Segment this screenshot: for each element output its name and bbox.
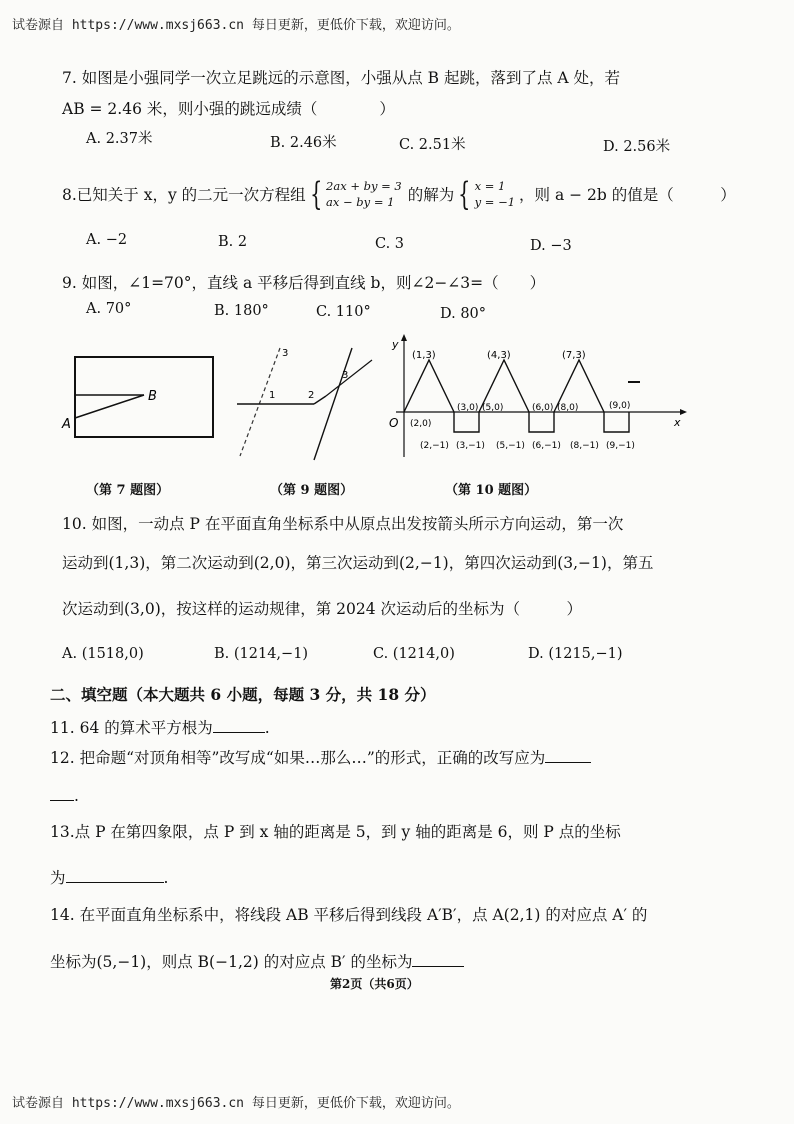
q8-option-d: D. −3 (530, 238, 572, 254)
figure-9-caption: （第 9 题图） (270, 483, 354, 498)
q7-option-d: D. 2.56米 (603, 139, 671, 155)
q12-line2-wrap (50, 786, 79, 805)
axis-point-5: (8,0) (557, 403, 579, 413)
q14-answer-blank[interactable] (412, 952, 464, 967)
bottom-point-3: (5,−1) (496, 441, 525, 451)
figure-9 (232, 338, 382, 463)
q8-mid: 的解为 (407, 186, 455, 204)
q11-text: 11. 64 的算术平方根为 (50, 719, 213, 737)
q11-end: . (264, 719, 270, 737)
bottom-point-4: (6,−1) (532, 441, 561, 451)
point-a-label: A (62, 417, 71, 432)
q8-eq1: 2ax + by = 3 (326, 179, 402, 193)
q10-line2: 运动到(1,3)，第二次运动到(2,0)，第三次运动到(2,−1)，第四次运动到(3,−1)，第五 (62, 554, 654, 572)
figure-7-caption: （第 7 题图） (86, 483, 170, 498)
q10-option-a: A. (1518,0) (62, 646, 144, 662)
label-angle-1: 1 (269, 390, 276, 401)
figure-10 (384, 332, 690, 467)
q8-prefix: 8.已知关于 x，y 的二元一次方程组 (62, 186, 306, 204)
axis-point-3: (5,0) (482, 403, 504, 413)
brace-glyph: { (458, 175, 471, 213)
line-b (314, 348, 352, 460)
top-point-2: (4,3) (487, 350, 511, 361)
q8-sol1: x = 1 (474, 179, 506, 193)
q8-equation-system (326, 178, 402, 210)
point-b-label: B (148, 389, 157, 404)
source-header: 试卷源自 https://www.mxsj663.cn 每日更新，更低价下载，欢迎访问。 (12, 18, 460, 33)
q9-option-b: B. 180° (214, 303, 269, 319)
axis-point-6: (9,0) (609, 401, 631, 411)
label-angle-2: 2 (308, 390, 315, 401)
q10-option-d: D. (1215,−1) (528, 646, 623, 662)
motion-path (404, 360, 629, 432)
q7-line2: AB = 2.46 米，则小强的跳远成绩（ ） (62, 100, 395, 118)
q9-line1: 9. 如图，∠1=70°，直线 a 平移后得到直线 b，则∠2−∠3=（ ） (62, 274, 546, 292)
q10-option-b: B. (1214,−1) (214, 646, 309, 662)
transversal (326, 360, 372, 396)
brace-glyph: { (309, 175, 322, 213)
q12-answer-blank-1[interactable] (545, 748, 591, 763)
q8-suffix: ，则 a − 2b 的值是（ ） (519, 186, 736, 204)
q8-sol2: y = −1 (474, 195, 516, 209)
q12-end: . (74, 787, 79, 805)
q13-line2: 为 (50, 869, 66, 887)
top-point-1: (1,3) (412, 350, 436, 361)
top-point-3: (7,3) (562, 350, 586, 361)
q9-option-d: D. 80° (440, 306, 487, 322)
axis-point-4: (6,0) (532, 403, 554, 413)
q13-end: . (163, 869, 169, 887)
x-arrow-icon (680, 409, 687, 415)
q7-option-b: B. 2.46米 (270, 135, 337, 151)
axis-point-1: (2,0) (410, 419, 432, 429)
q11-line (50, 716, 270, 738)
q10-line3: 次运动到(3,0)，按这样的运动规律，第 2024 次运动后的坐标为（ ） (62, 600, 583, 618)
bottom-point-6: (9,−1) (606, 441, 635, 451)
q8-option-a: A. −2 (86, 232, 128, 248)
line-a-dashed (240, 348, 280, 456)
bottom-point-5: (8,−1) (570, 441, 599, 451)
y-arrow-icon (401, 334, 407, 341)
q14-line2-wrap (50, 950, 464, 972)
q12-line1-wrap (50, 746, 591, 768)
q11-answer-blank[interactable] (213, 718, 265, 733)
q8-line (62, 170, 736, 218)
q13-answer-blank[interactable] (66, 868, 164, 883)
section-2-title: 二、填空题（本大题共 6 小题，每题 3 分，共 18 分） (50, 685, 436, 704)
origin-label: O (389, 416, 399, 430)
x-axis-label: x (674, 416, 681, 429)
q8-option-c: C. 3 (375, 236, 405, 252)
q13-line1: 13.点 P 在第四象限，点 P 到 x 轴的距离是 5，到 y 轴的距离是 6，则 P 点的坐标 (50, 823, 621, 841)
axis-point-2: (3,0) (457, 403, 479, 413)
q7-option-c: C. 2.51米 (399, 137, 466, 153)
bend-segment (314, 396, 326, 404)
q8-option-b: B. 2 (218, 234, 248, 250)
q7-line1: 7. 如图是小强同学一次立足跳远的示意图，小强从点 B 起跳，落到了点 A 处，若 (62, 69, 621, 87)
q7-option-a: A. 2.37米 (86, 131, 153, 147)
q13-line2-wrap (50, 866, 168, 888)
label-angle-3: 3 (342, 370, 349, 381)
q14-line1: 14. 在平面直角坐标系中，将线段 AB 平移后得到线段 A′B′，点 A(2,1) 的对应点 A′ 的 (50, 906, 648, 924)
q10-line1: 10. 如图，一动点 P 在平面直角坐标系中从原点出发按箭头所示方向运动，第一次 (62, 515, 624, 533)
figure-7 (60, 352, 220, 442)
q10-option-c: C. (1214,0) (373, 646, 455, 662)
q12-line1: 12. 把命题“对顶角相等”改写成“如果…那么…”的形式，正确的改写应为 (50, 749, 546, 767)
bottom-point-1: (2,−1) (420, 441, 449, 451)
q8-solution (475, 178, 515, 210)
label-3-top: 3 (282, 348, 289, 359)
figure-10-caption: （第 10 题图） (445, 483, 538, 498)
bottom-point-2: (3,−1) (456, 441, 485, 451)
q9-option-c: C. 110° (316, 304, 371, 320)
sandpit-rect (75, 357, 213, 437)
y-axis-label: y (392, 338, 399, 351)
page-number: 第2页（共6页） (330, 977, 419, 991)
q12-answer-blank-2[interactable] (50, 786, 74, 801)
source-footer: 试卷源自 https://www.mxsj663.cn 每日更新，更低价下载，欢迎访问。 (12, 1096, 460, 1111)
q9-option-a: A. 70° (86, 301, 132, 317)
q8-eq2: ax − by = 1 (326, 195, 395, 209)
segment-ab (75, 395, 144, 418)
q14-line2: 坐标为(5,−1)，则点 B(−1,2) 的对应点 B′ 的坐标为 (50, 953, 413, 971)
